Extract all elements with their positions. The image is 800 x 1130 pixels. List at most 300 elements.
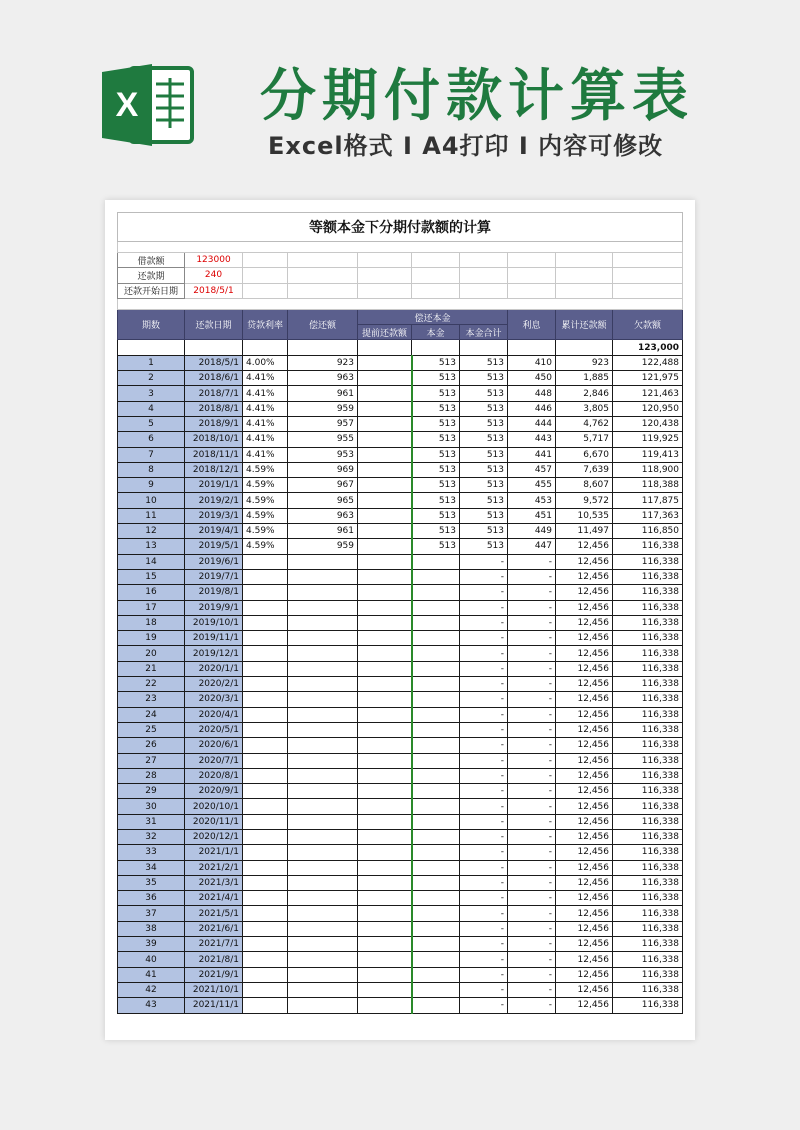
cell-principal-total[interactable]: 513	[460, 493, 508, 508]
cell-date[interactable]: 2019/7/1	[185, 569, 243, 584]
cell-interest[interactable]: 450	[508, 371, 556, 386]
cell-period[interactable]: 8	[118, 462, 185, 477]
cell-date[interactable]: 2019/11/1	[185, 631, 243, 646]
cell-principal[interactable]	[412, 829, 460, 844]
cell-principal-total[interactable]: -	[460, 554, 508, 569]
cell-balance[interactable]: 116,338	[613, 600, 683, 615]
cell-date[interactable]: 2020/10/1	[185, 799, 243, 814]
cell-rate[interactable]	[243, 554, 288, 569]
cell-interest[interactable]: -	[508, 768, 556, 783]
cell-rate[interactable]	[243, 585, 288, 600]
cell-interest[interactable]: -	[508, 554, 556, 569]
cell-principal[interactable]	[412, 585, 460, 600]
cell-prepay[interactable]	[358, 768, 412, 783]
cell-period[interactable]: 35	[118, 875, 185, 890]
cell-prepay[interactable]	[358, 462, 412, 477]
cell-date[interactable]: 2020/12/1	[185, 829, 243, 844]
cell-interest[interactable]: 455	[508, 478, 556, 493]
cell-cumulative[interactable]: 12,456	[556, 982, 613, 997]
cell-rate[interactable]	[243, 967, 288, 982]
cell-principal-total[interactable]: -	[460, 600, 508, 615]
cell-payment[interactable]	[288, 554, 358, 569]
cell-payment[interactable]	[288, 768, 358, 783]
cell-rate[interactable]	[243, 784, 288, 799]
cell-rate[interactable]	[243, 631, 288, 646]
cell-payment[interactable]	[288, 722, 358, 737]
cell-date[interactable]: 2018/5/1	[185, 355, 243, 370]
cell-principal[interactable]: 513	[412, 371, 460, 386]
cell-period[interactable]: 30	[118, 799, 185, 814]
cell-date[interactable]: 2020/1/1	[185, 661, 243, 676]
cell-balance[interactable]: 116,338	[613, 982, 683, 997]
cell-period[interactable]: 37	[118, 906, 185, 921]
cell-principal-total[interactable]: -	[460, 784, 508, 799]
cell-principal-total[interactable]: -	[460, 967, 508, 982]
cell-date[interactable]: 2019/6/1	[185, 554, 243, 569]
cell-prepay[interactable]	[358, 906, 412, 921]
cell-payment[interactable]	[288, 937, 358, 952]
cell-period[interactable]: 6	[118, 432, 185, 447]
cell-cumulative[interactable]: 7,639	[556, 462, 613, 477]
cell-rate[interactable]	[243, 615, 288, 630]
cell-cumulative[interactable]: 4,762	[556, 416, 613, 431]
cell-cumulative[interactable]: 8,607	[556, 478, 613, 493]
cell-balance[interactable]: 116,338	[613, 875, 683, 890]
cell-prepay[interactable]	[358, 799, 412, 814]
cell-rate[interactable]	[243, 875, 288, 890]
cell-date[interactable]: 2020/7/1	[185, 753, 243, 768]
cell-principal[interactable]	[412, 875, 460, 890]
cell-period[interactable]: 14	[118, 554, 185, 569]
cell-period[interactable]: 40	[118, 952, 185, 967]
cell-principal-total[interactable]: -	[460, 661, 508, 676]
cell-rate[interactable]	[243, 906, 288, 921]
cell-principal-total[interactable]: -	[460, 722, 508, 737]
cell-period[interactable]: 28	[118, 768, 185, 783]
cell-interest[interactable]: -	[508, 631, 556, 646]
cell-period[interactable]: 17	[118, 600, 185, 615]
cell-date[interactable]: 2019/5/1	[185, 539, 243, 554]
cell-date[interactable]: 2021/8/1	[185, 952, 243, 967]
cell-payment[interactable]	[288, 952, 358, 967]
cell-rate[interactable]	[243, 921, 288, 936]
cell-payment[interactable]	[288, 661, 358, 676]
cell-payment[interactable]	[288, 998, 358, 1013]
cell-payment[interactable]	[288, 982, 358, 997]
cell-payment[interactable]	[288, 860, 358, 875]
cell-prepay[interactable]	[358, 416, 412, 431]
cell-balance[interactable]: 116,338	[613, 891, 683, 906]
cell-period[interactable]: 13	[118, 539, 185, 554]
cell-principal-total[interactable]: 513	[460, 524, 508, 539]
cell-payment[interactable]	[288, 569, 358, 584]
cell-payment[interactable]: 967	[288, 478, 358, 493]
cell-prepay[interactable]	[358, 585, 412, 600]
cell-cumulative[interactable]: 12,456	[556, 554, 613, 569]
cell-period[interactable]: 38	[118, 921, 185, 936]
cell-payment[interactable]	[288, 921, 358, 936]
cell-payment[interactable]: 955	[288, 432, 358, 447]
cell-cumulative[interactable]: 1,885	[556, 371, 613, 386]
cell-interest[interactable]: -	[508, 738, 556, 753]
cell-cumulative[interactable]: 12,456	[556, 646, 613, 661]
cell-principal-total[interactable]: -	[460, 860, 508, 875]
cell-period[interactable]: 11	[118, 508, 185, 523]
cell-prepay[interactable]	[358, 722, 412, 737]
cell-prepay[interactable]	[358, 386, 412, 401]
cell-principal[interactable]: 513	[412, 524, 460, 539]
cell-prepay[interactable]	[358, 784, 412, 799]
cell-principal[interactable]	[412, 967, 460, 982]
cell-period[interactable]: 27	[118, 753, 185, 768]
cell-prepay[interactable]	[358, 493, 412, 508]
cell-cumulative[interactable]: 6,670	[556, 447, 613, 462]
cell-period[interactable]: 34	[118, 860, 185, 875]
cell-cumulative[interactable]: 12,456	[556, 677, 613, 692]
cell-date[interactable]: 2021/7/1	[185, 937, 243, 952]
cell-payment[interactable]	[288, 585, 358, 600]
cell-principal[interactable]	[412, 554, 460, 569]
cell-date[interactable]: 2021/5/1	[185, 906, 243, 921]
cell-date[interactable]: 2021/2/1	[185, 860, 243, 875]
cell-prepay[interactable]	[358, 508, 412, 523]
cell-interest[interactable]: -	[508, 921, 556, 936]
cell-prepay[interactable]	[358, 921, 412, 936]
cell-balance[interactable]: 116,338	[613, 768, 683, 783]
loan-amount-value[interactable]: 123000	[185, 253, 243, 268]
cell-rate[interactable]	[243, 998, 288, 1013]
cell-rate[interactable]: 4.41%	[243, 371, 288, 386]
cell-interest[interactable]: -	[508, 952, 556, 967]
cell-date[interactable]: 2021/6/1	[185, 921, 243, 936]
cell-date[interactable]: 2019/3/1	[185, 508, 243, 523]
cell-date[interactable]: 2020/5/1	[185, 722, 243, 737]
cell-payment[interactable]: 963	[288, 371, 358, 386]
cell-cumulative[interactable]: 12,456	[556, 753, 613, 768]
cell-rate[interactable]	[243, 722, 288, 737]
cell-period[interactable]: 31	[118, 814, 185, 829]
cell-principal-total[interactable]: -	[460, 829, 508, 844]
cell-interest[interactable]: 451	[508, 508, 556, 523]
cell-payment[interactable]	[288, 906, 358, 921]
cell-principal-total[interactable]: 513	[460, 478, 508, 493]
cell-prepay[interactable]	[358, 738, 412, 753]
cell-rate[interactable]: 4.59%	[243, 539, 288, 554]
cell-period[interactable]: 41	[118, 967, 185, 982]
cell-principal-total[interactable]: -	[460, 906, 508, 921]
cell-period[interactable]: 3	[118, 386, 185, 401]
cell-interest[interactable]: -	[508, 784, 556, 799]
cell-balance[interactable]: 116,338	[613, 539, 683, 554]
cell-date[interactable]: 2020/11/1	[185, 814, 243, 829]
cell-payment[interactable]	[288, 646, 358, 661]
cell-cumulative[interactable]: 12,456	[556, 845, 613, 860]
cell-balance[interactable]: 121,975	[613, 371, 683, 386]
cell-balance[interactable]: 121,463	[613, 386, 683, 401]
cell-prepay[interactable]	[358, 982, 412, 997]
cell-principal-total[interactable]: -	[460, 738, 508, 753]
cell-period[interactable]: 2	[118, 371, 185, 386]
cell-period[interactable]: 20	[118, 646, 185, 661]
cell-interest[interactable]: -	[508, 998, 556, 1013]
cell-balance[interactable]: 116,338	[613, 615, 683, 630]
cell-prepay[interactable]	[358, 829, 412, 844]
cell-interest[interactable]: 448	[508, 386, 556, 401]
cell-principal-total[interactable]: -	[460, 921, 508, 936]
cell-cumulative[interactable]: 12,456	[556, 722, 613, 737]
cell-payment[interactable]	[288, 677, 358, 692]
cell-period[interactable]: 33	[118, 845, 185, 860]
cell-cumulative[interactable]: 2,846	[556, 386, 613, 401]
cell-rate[interactable]	[243, 768, 288, 783]
cell-prepay[interactable]	[358, 646, 412, 661]
cell-payment[interactable]	[288, 753, 358, 768]
cell-date[interactable]: 2018/12/1	[185, 462, 243, 477]
cell-interest[interactable]: 441	[508, 447, 556, 462]
cell-principal[interactable]	[412, 631, 460, 646]
cell-interest[interactable]: -	[508, 814, 556, 829]
cell-cumulative[interactable]: 12,456	[556, 600, 613, 615]
cell-date[interactable]: 2020/4/1	[185, 707, 243, 722]
cell-date[interactable]: 2021/4/1	[185, 891, 243, 906]
cell-cumulative[interactable]: 12,456	[556, 906, 613, 921]
cell-payment[interactable]	[288, 738, 358, 753]
cell-rate[interactable]	[243, 952, 288, 967]
cell-principal-total[interactable]: -	[460, 615, 508, 630]
cell-period[interactable]: 7	[118, 447, 185, 462]
cell-prepay[interactable]	[358, 753, 412, 768]
cell-balance[interactable]: 119,925	[613, 432, 683, 447]
cell-prepay[interactable]	[358, 539, 412, 554]
cell-prepay[interactable]	[358, 845, 412, 860]
cell-principal-total[interactable]: -	[460, 585, 508, 600]
cell-balance[interactable]: 118,388	[613, 478, 683, 493]
cell-payment[interactable]	[288, 692, 358, 707]
cell-prepay[interactable]	[358, 875, 412, 890]
cell-balance[interactable]: 116,338	[613, 646, 683, 661]
cell-principal-total[interactable]: 513	[460, 355, 508, 370]
cell-balance[interactable]: 116,338	[613, 906, 683, 921]
cell-principal[interactable]: 513	[412, 401, 460, 416]
cell-balance[interactable]: 116,338	[613, 738, 683, 753]
cell-cumulative[interactable]: 12,456	[556, 692, 613, 707]
cell-payment[interactable]	[288, 799, 358, 814]
cell-principal[interactable]	[412, 768, 460, 783]
cell-cumulative[interactable]: 12,456	[556, 784, 613, 799]
cell-interest[interactable]: -	[508, 722, 556, 737]
cell-cumulative[interactable]: 12,456	[556, 814, 613, 829]
cell-interest[interactable]: -	[508, 982, 556, 997]
cell-balance[interactable]: 116,338	[613, 921, 683, 936]
cell-interest[interactable]: -	[508, 875, 556, 890]
cell-balance[interactable]: 116,338	[613, 799, 683, 814]
cell-date[interactable]: 2019/2/1	[185, 493, 243, 508]
cell-principal[interactable]: 513	[412, 447, 460, 462]
cell-rate[interactable]	[243, 891, 288, 906]
cell-payment[interactable]	[288, 967, 358, 982]
cell-period[interactable]: 9	[118, 478, 185, 493]
cell-cumulative[interactable]: 12,456	[556, 661, 613, 676]
cell-balance[interactable]: 116,338	[613, 860, 683, 875]
cell-period[interactable]: 23	[118, 692, 185, 707]
cell-principal-total[interactable]: -	[460, 952, 508, 967]
cell-principal[interactable]: 513	[412, 416, 460, 431]
cell-interest[interactable]: -	[508, 569, 556, 584]
cell-date[interactable]: 2019/4/1	[185, 524, 243, 539]
cell-principal-total[interactable]: 513	[460, 416, 508, 431]
cell-principal[interactable]	[412, 677, 460, 692]
cell-payment[interactable]	[288, 631, 358, 646]
cell-period[interactable]: 1	[118, 355, 185, 370]
cell-principal-total[interactable]: -	[460, 937, 508, 952]
cell-rate[interactable]	[243, 646, 288, 661]
cell-prepay[interactable]	[358, 661, 412, 676]
cell-principal[interactable]: 513	[412, 462, 460, 477]
cell-balance[interactable]: 117,875	[613, 493, 683, 508]
cell-balance[interactable]: 122,488	[613, 355, 683, 370]
cell-period[interactable]: 19	[118, 631, 185, 646]
cell-rate[interactable]	[243, 600, 288, 615]
cell-cumulative[interactable]: 12,456	[556, 967, 613, 982]
cell-prepay[interactable]	[358, 478, 412, 493]
cell-prepay[interactable]	[358, 371, 412, 386]
cell-principal-total[interactable]: 513	[460, 386, 508, 401]
cell-principal-total[interactable]: 513	[460, 539, 508, 554]
cell-principal[interactable]	[412, 692, 460, 707]
cell-payment[interactable]: 953	[288, 447, 358, 462]
cell-date[interactable]: 2019/8/1	[185, 585, 243, 600]
cell-interest[interactable]: -	[508, 585, 556, 600]
cell-interest[interactable]: -	[508, 829, 556, 844]
cell-prepay[interactable]	[358, 401, 412, 416]
cell-period[interactable]: 21	[118, 661, 185, 676]
cell-interest[interactable]: 444	[508, 416, 556, 431]
cell-principal[interactable]	[412, 569, 460, 584]
cell-principal-total[interactable]: -	[460, 799, 508, 814]
cell-date[interactable]: 2018/10/1	[185, 432, 243, 447]
cell-date[interactable]: 2021/10/1	[185, 982, 243, 997]
cell-payment[interactable]	[288, 707, 358, 722]
cell-cumulative[interactable]: 3,805	[556, 401, 613, 416]
cell-rate[interactable]: 4.41%	[243, 386, 288, 401]
cell-balance[interactable]: 120,438	[613, 416, 683, 431]
cell-date[interactable]: 2020/8/1	[185, 768, 243, 783]
cell-payment[interactable]: 965	[288, 493, 358, 508]
cell-period[interactable]: 4	[118, 401, 185, 416]
cell-interest[interactable]: -	[508, 600, 556, 615]
cell-interest[interactable]: 410	[508, 355, 556, 370]
cell-prepay[interactable]	[358, 860, 412, 875]
cell-principal-total[interactable]: -	[460, 875, 508, 890]
cell-period[interactable]: 15	[118, 569, 185, 584]
cell-payment[interactable]	[288, 615, 358, 630]
cell-principal[interactable]	[412, 845, 460, 860]
cell-rate[interactable]	[243, 677, 288, 692]
cell-balance[interactable]: 116,338	[613, 707, 683, 722]
cell-principal[interactable]	[412, 722, 460, 737]
cell-principal-total[interactable]: 513	[460, 447, 508, 462]
cell-prepay[interactable]	[358, 967, 412, 982]
cell-principal-total[interactable]: -	[460, 677, 508, 692]
cell-cumulative[interactable]: 12,456	[556, 799, 613, 814]
cell-date[interactable]: 2019/1/1	[185, 478, 243, 493]
cell-rate[interactable]: 4.59%	[243, 478, 288, 493]
cell-principal[interactable]: 513	[412, 355, 460, 370]
cell-principal-total[interactable]: -	[460, 569, 508, 584]
cell-period[interactable]: 22	[118, 677, 185, 692]
cell-prepay[interactable]	[358, 692, 412, 707]
cell-balance[interactable]: 116,338	[613, 631, 683, 646]
cell-principal-total[interactable]: -	[460, 891, 508, 906]
cell-payment[interactable]: 961	[288, 524, 358, 539]
cell-interest[interactable]: -	[508, 615, 556, 630]
cell-prepay[interactable]	[358, 524, 412, 539]
cell-balance[interactable]: 118,900	[613, 462, 683, 477]
cell-balance[interactable]: 116,338	[613, 952, 683, 967]
cell-principal[interactable]	[412, 906, 460, 921]
cell-period[interactable]: 26	[118, 738, 185, 753]
cell-rate[interactable]	[243, 829, 288, 844]
cell-prepay[interactable]	[358, 554, 412, 569]
cell-rate[interactable]	[243, 982, 288, 997]
cell-period[interactable]: 12	[118, 524, 185, 539]
cell-rate[interactable]: 4.41%	[243, 401, 288, 416]
cell-cumulative[interactable]: 12,456	[556, 860, 613, 875]
cell-prepay[interactable]	[358, 952, 412, 967]
cell-prepay[interactable]	[358, 615, 412, 630]
cell-prepay[interactable]	[358, 432, 412, 447]
cell-interest[interactable]: 457	[508, 462, 556, 477]
cell-prepay[interactable]	[358, 998, 412, 1013]
cell-cumulative[interactable]: 12,456	[556, 891, 613, 906]
cell-period[interactable]: 36	[118, 891, 185, 906]
cell-principal[interactable]	[412, 753, 460, 768]
cell-cumulative[interactable]: 12,456	[556, 738, 613, 753]
cell-interest[interactable]: 447	[508, 539, 556, 554]
cell-date[interactable]: 2018/7/1	[185, 386, 243, 401]
cell-interest[interactable]: -	[508, 677, 556, 692]
cell-balance[interactable]: 116,338	[613, 554, 683, 569]
cell-interest[interactable]: -	[508, 860, 556, 875]
cell-balance[interactable]: 116,338	[613, 784, 683, 799]
cell-date[interactable]: 2018/6/1	[185, 371, 243, 386]
cell-cumulative[interactable]: 12,456	[556, 921, 613, 936]
cell-prepay[interactable]	[358, 355, 412, 370]
cell-cumulative[interactable]: 12,456	[556, 875, 613, 890]
cell-prepay[interactable]	[358, 891, 412, 906]
cell-rate[interactable]	[243, 799, 288, 814]
cell-principal[interactable]	[412, 814, 460, 829]
cell-principal[interactable]	[412, 707, 460, 722]
cell-balance[interactable]: 116,850	[613, 524, 683, 539]
cell-prepay[interactable]	[358, 600, 412, 615]
cell-prepay[interactable]	[358, 937, 412, 952]
cell-payment[interactable]	[288, 845, 358, 860]
cell-cumulative[interactable]: 10,535	[556, 508, 613, 523]
cell-balance[interactable]: 116,338	[613, 967, 683, 982]
cell-date[interactable]: 2018/11/1	[185, 447, 243, 462]
cell-balance[interactable]: 116,338	[613, 569, 683, 584]
cell-payment[interactable]	[288, 891, 358, 906]
cell-principal[interactable]	[412, 784, 460, 799]
cell-cumulative[interactable]: 12,456	[556, 615, 613, 630]
cell-balance[interactable]: 116,338	[613, 677, 683, 692]
cell-date[interactable]: 2018/9/1	[185, 416, 243, 431]
cell-principal[interactable]	[412, 600, 460, 615]
cell-payment[interactable]: 963	[288, 508, 358, 523]
cell-date[interactable]: 2020/3/1	[185, 692, 243, 707]
cell-balance[interactable]: 116,338	[613, 998, 683, 1013]
